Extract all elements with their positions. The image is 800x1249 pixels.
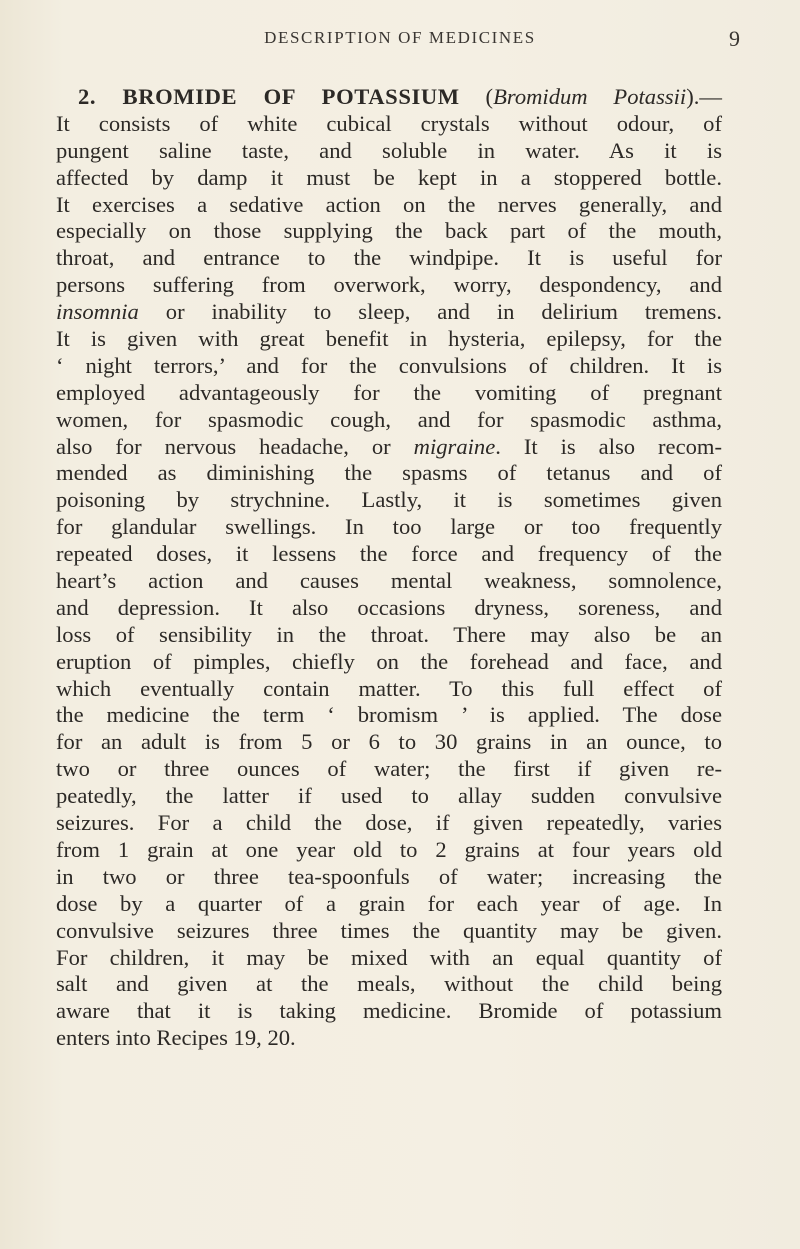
latin-name: Bromidum Potassii bbox=[493, 84, 687, 109]
text-line: and depression. It also occasions dryness, soreness, and bbox=[56, 594, 722, 620]
migraine-term: migraine bbox=[413, 433, 496, 459]
text-line-migraine: also for nervous headache, or migraine. It is also recom- bbox=[56, 433, 723, 459]
entry-body bbox=[56, 84, 722, 1052]
text-line: ‘ night terrors,’ and for the convulsions of children. It is bbox=[56, 352, 722, 378]
text-line: in two or three tea-spoonfuls of water; increasing the bbox=[56, 863, 722, 889]
page-number: 9 bbox=[729, 26, 740, 51]
text-line: convulsive seizures three times the quantity may be given. bbox=[56, 917, 722, 943]
text-line: repeated doses, it lessens the force and frequency of the bbox=[56, 541, 722, 567]
text-line: It exercises a sedative action on the nerves generally, and bbox=[56, 191, 722, 217]
text-line: heart’s action and causes mental weakness, somnolence, bbox=[56, 568, 722, 594]
running-head bbox=[0, 28, 800, 54]
text-line: It consists of white cubical crystals without odour, of bbox=[56, 110, 722, 136]
text-line: dose by a quarter of a grain for each year of age. In bbox=[56, 890, 722, 916]
text-line: loss of sensibility in the throat. There may also be an bbox=[56, 621, 722, 647]
text-line: pungent saline taste, and soluble in water. As it is bbox=[56, 137, 722, 163]
insomnia-term: insomnia bbox=[56, 299, 139, 325]
text-line: women, for spasmodic cough, and for spasmodic asthma, bbox=[56, 406, 722, 432]
text-line: from 1 grain at one year old to 2 grains at four years old bbox=[56, 836, 722, 862]
entry-heading: 2. BROMIDE OF POTASSIUM bbox=[78, 84, 460, 109]
text-line: eruption of pimples, chiefly on the forehead and face, and bbox=[56, 648, 722, 674]
text-line: mended as diminishing the spasms of tetanus and of bbox=[56, 460, 722, 486]
text-line: for glandular swellings. In too large or too frequently bbox=[56, 514, 722, 540]
text-line: seizures. For a child the dose, if given repeatedly, varies bbox=[56, 810, 722, 836]
text-line: throat, and entrance to the windpipe. It is useful for bbox=[56, 245, 722, 271]
text-line: which eventually contain matter. To this full effect of bbox=[56, 675, 722, 701]
text-line: two or three ounces of water; the first if given re- bbox=[56, 756, 722, 782]
text-line: the medicine the term ‘ bromism ’ is applied. The dose bbox=[56, 702, 722, 728]
text-line-insomnia: insomnia or inability to sleep, and in delirium tremens. bbox=[56, 299, 722, 325]
text-line: For children, it may be mixed with an equal quantity of bbox=[56, 944, 722, 970]
text-line: aware that it is taking medicine. Bromide of potassium bbox=[56, 998, 722, 1024]
text-line: poisoning by strychnine. Lastly, it is sometimes given bbox=[56, 487, 722, 513]
text-line: salt and given at the meals, without the child being bbox=[56, 971, 722, 997]
text-line: especially on those supplying the back part of the mouth, bbox=[56, 218, 722, 244]
text-line: affected by damp it must be kept in a stoppered bottle. bbox=[56, 164, 722, 190]
text-line: employed advantageously for the vomiting of pregnant bbox=[56, 379, 722, 405]
text-line: for an adult is from 5 or 6 to 30 grains in an ounce, to bbox=[56, 729, 722, 755]
text-line: peatedly, the latter if used to allay sudden convulsive bbox=[56, 783, 722, 809]
text-line: persons suffering from overwork, worry, despondency, and bbox=[56, 272, 722, 298]
entry-heading-line: 2. BROMIDE OF POTASSIUM (Bromidum Potassii).— bbox=[78, 84, 722, 109]
running-title: DESCRIPTION OF MEDICINES bbox=[264, 28, 536, 47]
text-line: It is given with great benefit in hysteria, epilepsy, for the bbox=[56, 326, 722, 352]
text-line-final: enters into Recipes 19, 20. bbox=[56, 1025, 296, 1051]
